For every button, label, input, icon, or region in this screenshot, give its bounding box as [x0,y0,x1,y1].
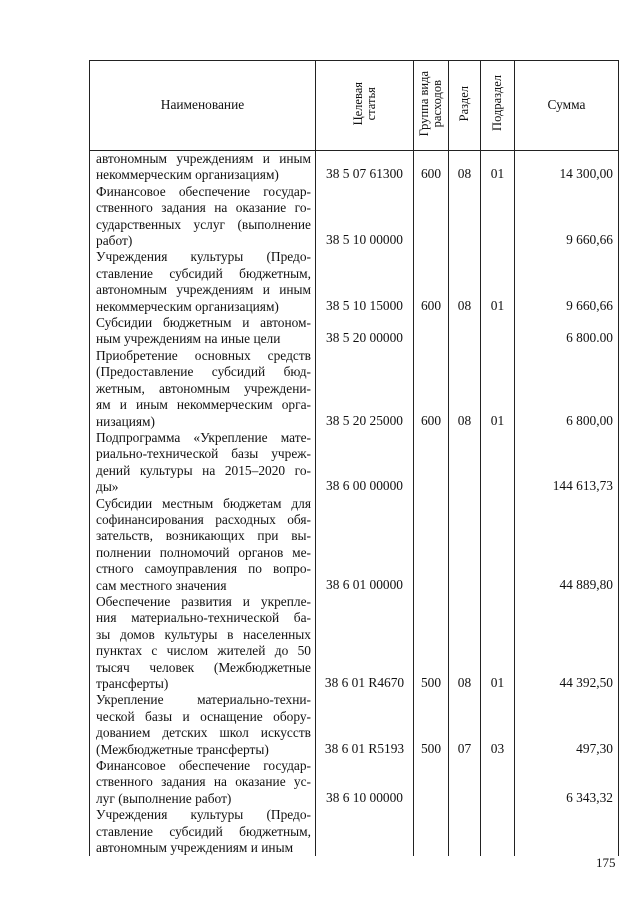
row-group: 600 [414,151,449,184]
row-sum: 9 660,66 [515,184,619,250]
row-target-code: 38 6 10 00000 [316,758,414,807]
row-group: 600 [414,249,449,315]
row-name-line: Субсидии местным бюджетам для [96,495,311,511]
row-sum [515,807,619,856]
table-row [90,184,619,250]
table-row [90,249,619,315]
row-group: 500 [414,594,449,692]
row-sum: 144 613,73 [515,430,619,496]
budget-table [89,60,619,856]
row-name-line: ным учреждениям на иные цели [96,331,281,347]
row-name [90,184,316,250]
row-subsection: 01 [481,594,515,692]
row-target-code: 38 5 10 00000 [316,184,414,250]
table-header [90,61,619,151]
header-name [90,61,316,151]
row-sum: 497,30 [515,692,619,758]
row-name-line: сударственных услуг (выполнение [96,216,311,232]
row-section: 08 [449,348,481,430]
row-name-line: автономным учреждениям и иным [96,840,294,856]
header-name-label: Наименование [160,97,245,113]
row-name-line: некоммерческим организациям) [96,298,279,314]
table-row [90,430,619,496]
row-target-code: 38 5 07 61300 [316,151,414,184]
row-name-line: Финансовое обеспечение государ- [96,758,311,774]
row-subsection [481,315,515,348]
row-group [414,184,449,250]
row-name-line: ственного задания на оказание го- [96,200,311,216]
table-body [90,151,619,857]
table-row [90,496,619,594]
page-number: 175 [596,855,616,870]
table-row [90,807,619,856]
row-target-code: 38 5 10 15000 [316,249,414,315]
row-sum: 44 889,80 [515,496,619,594]
row-name-line: ческой базы и оснащение обору- [96,708,311,724]
row-subsection: 01 [481,348,515,430]
row-name-line: пунктах с числом жителей до 50 [96,643,311,659]
row-name-line: некоммерческим организациям) [96,167,279,183]
header-target [316,61,414,151]
table-row [90,315,619,348]
row-name-line: Субсидии бюджетным и автоном- [96,315,311,331]
header-sum [515,61,619,151]
row-name-line: сам местного значения [96,577,227,593]
row-section [449,430,481,496]
row-target-code: 38 5 20 00000 [316,315,414,348]
row-name-line: ния материально-технической ба- [96,610,311,626]
row-name-line: Укрепление материально-техни- [96,692,311,708]
row-subsection [481,807,515,856]
row-name-line: ды» [96,479,119,495]
row-sum: 9 660,66 [515,249,619,315]
row-subsection [481,496,515,594]
row-name-line: зательств, возникающих при вы- [96,528,311,544]
row-name-line: софинансирования расходных обя- [96,511,311,527]
row-subsection [481,430,515,496]
table-row [90,692,619,758]
row-name [90,692,316,758]
header-subsection-label: Подраздел [490,75,504,132]
row-name-line: полнении полномочий органов ме- [96,544,311,560]
table-row [90,594,619,692]
row-target-code: 38 6 01 R5193 [316,692,414,758]
row-target-code [316,807,414,856]
row-name-line: жетным, автономным учреждени- [96,380,311,396]
row-group [414,807,449,856]
row-section: 07 [449,692,481,758]
table-row [90,151,619,184]
header-group [414,61,449,151]
row-name-line: автономным учреждениям и иным [96,151,311,166]
row-target-code: 38 6 01 R4670 [316,594,414,692]
row-group [414,315,449,348]
row-sum: 6 800.00 [515,315,619,348]
row-section: 08 [449,594,481,692]
row-name [90,758,316,807]
row-subsection: 03 [481,692,515,758]
row-section: 08 [449,249,481,315]
row-section [449,315,481,348]
row-name-line: автономным учреждениям и иным [96,282,311,298]
row-name-line: ственного задания на оказание ус- [96,774,311,790]
row-name-line: тысяч человек (Межбюджетные [96,659,311,675]
row-group [414,430,449,496]
row-target-code: 38 5 20 25000 [316,348,414,430]
row-name-line: (Предоставление субсидий бюд- [96,364,311,380]
row-name-line: стного самоуправления по вопро- [96,561,311,577]
row-name [90,348,316,430]
row-name-line: трансферты) [96,676,169,691]
row-name-line: Финансовое обеспечение государ- [96,183,311,199]
row-name-line: Учреждения культуры (Предо- [96,249,311,265]
row-name-line: Приобретение основных средств [96,347,311,363]
header-section [449,61,481,151]
row-name [90,594,316,692]
table-row [90,758,619,807]
row-section [449,184,481,250]
row-sum: 44 392,50 [515,594,619,692]
header-target-label: Целевая статья [350,81,378,125]
row-name-line: дений культуры на 2015–2020 го- [96,462,311,478]
row-name-line: луг (выполнение работ) [96,790,232,806]
row-sum: 14 300,00 [515,151,619,184]
row-group: 500 [414,692,449,758]
row-name-line: риально-технической базы учреж- [96,446,311,462]
row-name-line: ям и иным некоммерческим орга- [96,397,311,413]
row-section [449,807,481,856]
row-subsection [481,184,515,250]
row-section [449,496,481,594]
row-name-line: Обеспечение развития и укрепле- [96,593,311,609]
row-name-line: низациям) [96,413,155,429]
row-name [90,315,316,348]
row-name [90,249,316,315]
row-group: 600 [414,348,449,430]
row-name-line: зы домов культуры в населенных [96,626,311,642]
row-name [90,430,316,496]
header-subsection [481,61,515,151]
row-name [90,151,316,184]
header-sum-label: Сумма [547,97,586,113]
row-name-line: Подпрограмма «Укрепление мате- [96,429,311,445]
table-row [90,348,619,430]
row-name-line: (Межбюджетные трансферты) [96,741,269,757]
row-section [449,758,481,807]
row-group [414,758,449,807]
header-group-label: Группа вида расходов [417,70,444,136]
row-section: 08 [449,151,481,184]
row-name-line: ставление субсидий бюджетным, [96,823,311,839]
row-sum: 6 800,00 [515,348,619,430]
header-section-label: Раздел [457,85,471,121]
row-name [90,496,316,594]
row-subsection [481,758,515,807]
row-group [414,496,449,594]
row-sum: 6 343,32 [515,758,619,807]
row-name-line: дованием детских школ искусств [96,725,311,741]
row-name-line: Учреждения культуры (Предо- [96,807,311,823]
row-subsection: 01 [481,151,515,184]
row-target-code: 38 6 01 00000 [316,496,414,594]
row-name-line: ставление субсидий бюджетным, [96,265,311,281]
row-subsection: 01 [481,249,515,315]
row-name-line: работ) [96,233,133,249]
row-target-code: 38 6 00 00000 [316,430,414,496]
row-name [90,807,316,856]
